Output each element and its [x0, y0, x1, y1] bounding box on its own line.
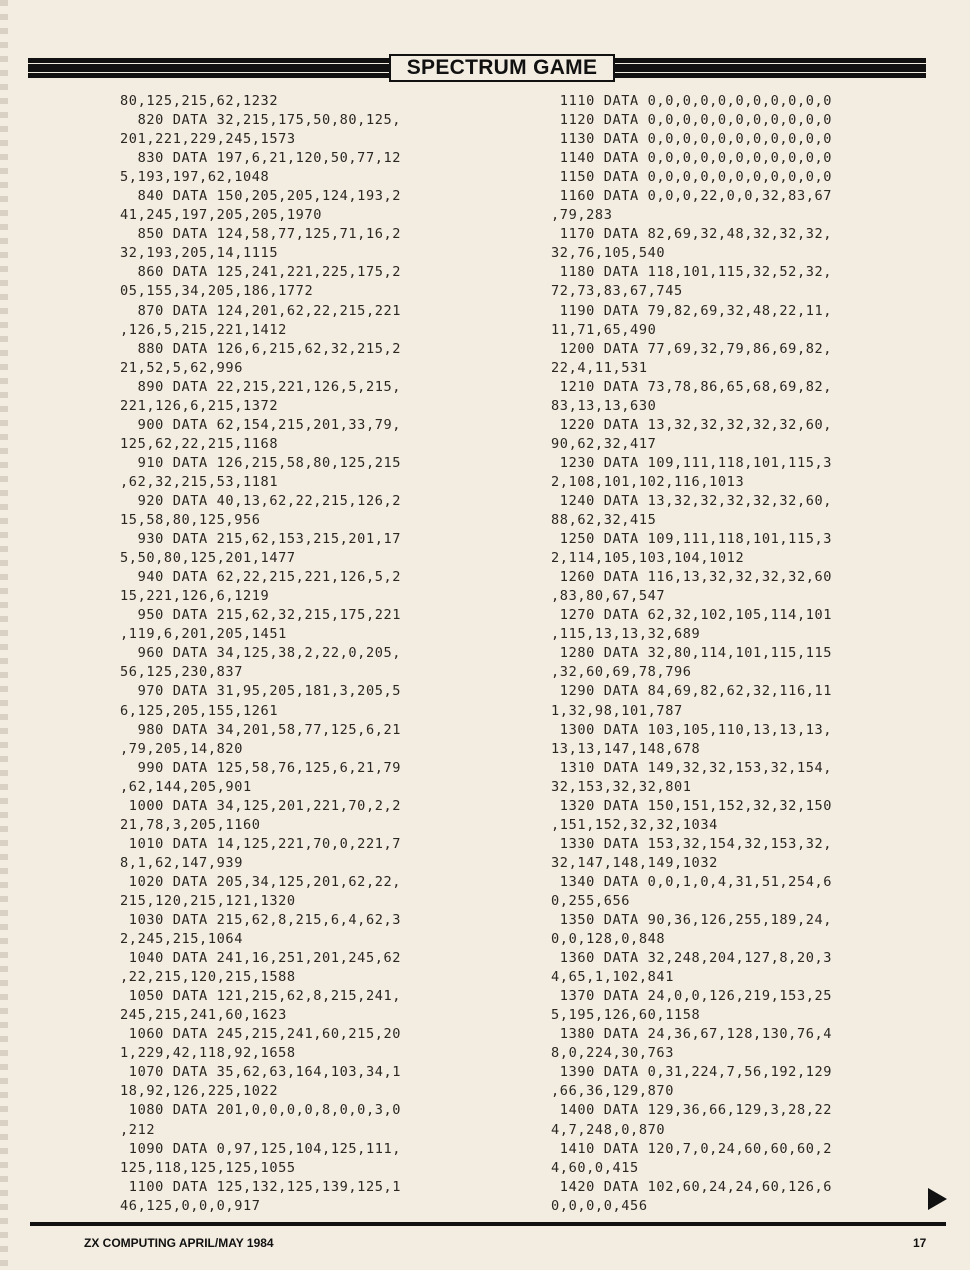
listing-line: 4,65,1,102,841: [551, 969, 674, 986]
listing-line: 880 DATA 126,6,215,62,32,215,2: [120, 340, 402, 357]
listing-line: 940 DATA 62,22,215,221,126,5,2: [120, 569, 402, 586]
listing-line: ,83,80,67,547: [551, 588, 666, 605]
listing-line: 1170 DATA 82,69,32,48,32,32,32,: [551, 226, 833, 243]
listing-line: 990 DATA 125,58,76,125,6,21,79: [120, 759, 402, 776]
listing-right-column: [551, 92, 832, 1216]
listing-line: 32,76,105,540: [551, 245, 666, 262]
listing-line: 840 DATA 150,205,205,124,193,2: [120, 188, 402, 205]
listing-line: 1120 DATA 0,0,0,0,0,0,0,0,0,0,0: [551, 112, 833, 129]
listing-line: 1070 DATA 35,62,63,164,103,34,1: [120, 1064, 402, 1081]
listing-line: ,62,144,205,901: [120, 778, 252, 795]
listing-line: 0,255,656: [551, 892, 631, 909]
page-number: 17: [913, 1236, 927, 1250]
listing-line: 15,221,126,6,1219: [120, 588, 270, 605]
listing-line: 15,58,80,125,956: [120, 512, 261, 529]
listing-line: 1390 DATA 0,31,224,7,56,192,129: [551, 1064, 833, 1081]
footer-rule: [30, 1222, 946, 1226]
listing-line: 1180 DATA 118,101,115,32,52,32,: [551, 264, 833, 281]
listing-line: ,79,205,14,820: [120, 740, 243, 757]
listing-line: 221,126,6,215,1372: [120, 397, 279, 414]
listing-line: 11,71,65,490: [551, 321, 657, 338]
listing-line: 22,4,11,531: [551, 359, 648, 376]
listing-line: 125,62,22,215,1168: [120, 435, 279, 452]
listing-line: 890 DATA 22,215,221,126,5,215,: [120, 378, 402, 395]
listing-line: 2,114,105,103,104,1012: [551, 550, 745, 567]
listing-line: 125,118,125,125,1055: [120, 1159, 296, 1176]
listing-line: 1090 DATA 0,97,125,104,125,111,: [120, 1140, 402, 1157]
listing-line: ,32,60,69,78,796: [551, 664, 692, 681]
listing-line: 1020 DATA 205,34,125,201,62,22,: [120, 873, 402, 890]
listing-line: 1060 DATA 245,215,241,60,215,20: [120, 1026, 402, 1043]
listing-line: 1110 DATA 0,0,0,0,0,0,0,0,0,0,0: [551, 93, 833, 109]
listing-line: 0,0,0,0,456: [551, 1197, 648, 1214]
listing-line: 88,62,32,415: [551, 512, 657, 529]
listing-line: 21,78,3,205,1160: [120, 816, 261, 833]
listing-line: 1290 DATA 84,69,82,62,32,116,11: [551, 683, 833, 700]
continue-arrow-icon: [928, 1188, 947, 1210]
listing-line: 46,125,0,0,0,917: [120, 1197, 261, 1214]
listing-line: 0,0,128,0,848: [551, 931, 666, 948]
listing-line: 2,245,215,1064: [120, 931, 243, 948]
listing-line: 1310 DATA 149,32,32,153,32,154,: [551, 759, 833, 776]
listing-line: 910 DATA 126,215,58,80,125,215: [120, 454, 402, 471]
listing-line: 1220 DATA 13,32,32,32,32,32,60,: [551, 416, 833, 433]
listing-line: 1040 DATA 241,16,251,201,245,62: [120, 950, 402, 967]
listing-line: 920 DATA 40,13,62,22,215,126,2: [120, 492, 402, 509]
listing-line: 1360 DATA 32,248,204,127,8,20,3: [551, 950, 833, 967]
listing-line: 18,92,126,225,1022: [120, 1083, 279, 1100]
listing-line: 1,229,42,118,92,1658: [120, 1045, 296, 1062]
listing-line: 1300 DATA 103,105,110,13,13,13,: [551, 721, 833, 738]
listing-line: ,151,152,32,32,1034: [551, 816, 718, 833]
listing-line: 820 DATA 32,215,175,50,80,125,: [120, 112, 402, 129]
listing-left-column: [120, 92, 401, 1216]
listing-line: 1010 DATA 14,125,221,70,0,221,7: [120, 835, 402, 852]
paper-edge: [0, 0, 8, 1270]
listing-line: 1160 DATA 0,0,0,22,0,0,32,83,67: [551, 188, 833, 205]
listing-line: 1410 DATA 120,7,0,24,60,60,60,2: [551, 1140, 833, 1157]
listing-line: 1420 DATA 102,60,24,24,60,126,6: [551, 1178, 833, 1195]
listing-line: ,62,32,215,53,1181: [120, 473, 279, 490]
listing-line: 960 DATA 34,125,38,2,22,0,205,: [120, 645, 402, 662]
listing-line: 32,153,32,32,801: [551, 778, 692, 795]
listing-line: ,126,5,215,221,1412: [120, 321, 287, 338]
listing-line: 83,13,13,630: [551, 397, 657, 414]
section-title: SPECTRUM GAME: [389, 54, 615, 82]
listing-line: 970 DATA 31,95,205,181,3,205,5: [120, 683, 402, 700]
listing-line: 1100 DATA 125,132,125,139,125,1: [120, 1178, 402, 1195]
listing-line: 1370 DATA 24,0,0,126,219,153,25: [551, 988, 833, 1005]
listing-line: 1140 DATA 0,0,0,0,0,0,0,0,0,0,0: [551, 150, 833, 167]
listing-line: 4,60,0,415: [551, 1159, 639, 1176]
listing-line: 1210 DATA 73,78,86,65,68,69,82,: [551, 378, 833, 395]
listing-line: 1130 DATA 0,0,0,0,0,0,0,0,0,0,0: [551, 131, 833, 148]
listing-line: 1330 DATA 153,32,154,32,153,32,: [551, 835, 833, 852]
listing-line: 32,147,148,149,1032: [551, 854, 718, 871]
listing-line: 4,7,248,0,870: [551, 1121, 666, 1138]
listing-line: 930 DATA 215,62,153,215,201,17: [120, 531, 402, 548]
listing-line: ,22,215,120,215,1588: [120, 969, 296, 986]
listing-line: 245,215,241,60,1623: [120, 1007, 287, 1024]
listing-line: 215,120,215,121,1320: [120, 892, 296, 909]
listing-line: 56,125,230,837: [120, 664, 243, 681]
listing-line: 1030 DATA 215,62,8,215,6,4,62,3: [120, 912, 402, 929]
listing-line: 870 DATA 124,201,62,22,215,221: [120, 302, 402, 319]
listing-line: ,212: [120, 1121, 156, 1138]
listing-line: 1050 DATA 121,215,62,8,215,241,: [120, 988, 402, 1005]
listing-line: 1280 DATA 32,80,114,101,115,115: [551, 645, 833, 662]
listing-line: 1320 DATA 150,151,152,32,32,150: [551, 797, 833, 814]
listing-line: 1000 DATA 34,125,201,221,70,2,2: [120, 797, 402, 814]
listing-line: 1080 DATA 201,0,0,0,0,8,0,0,3,0: [120, 1102, 402, 1119]
listing-line: 1250 DATA 109,111,118,101,115,3: [551, 531, 833, 548]
listing-line: 1380 DATA 24,36,67,128,130,76,4: [551, 1026, 833, 1043]
listing-line: 950 DATA 215,62,32,215,175,221: [120, 607, 402, 624]
listing-line: 13,13,147,148,678: [551, 740, 701, 757]
listing-line: 8,0,224,30,763: [551, 1045, 674, 1062]
listing-line: 1400 DATA 129,36,66,129,3,28,22: [551, 1102, 833, 1119]
listing-line: 860 DATA 125,241,221,225,175,2: [120, 264, 402, 281]
listing-line: 6,125,205,155,1261: [120, 702, 279, 719]
listing-line: 900 DATA 62,154,215,201,33,79,: [120, 416, 402, 433]
listing-line: 90,62,32,417: [551, 435, 657, 452]
publication-footer: ZX COMPUTING APRIL/MAY 1984: [84, 1236, 274, 1250]
listing-line: 1200 DATA 77,69,32,79,86,69,82,: [551, 340, 833, 357]
listing-line: 21,52,5,62,996: [120, 359, 243, 376]
listing-line: ,79,283: [551, 207, 613, 224]
listing-line: 1240 DATA 13,32,32,32,32,32,60,: [551, 492, 833, 509]
listing-line: 80,125,215,62,1232: [120, 93, 279, 109]
listing-line: 1230 DATA 109,111,118,101,115,3: [551, 454, 833, 471]
listing-line: 5,50,80,125,201,1477: [120, 550, 296, 567]
listing-line: ,66,36,129,870: [551, 1083, 674, 1100]
listing-line: 1190 DATA 79,82,69,32,48,22,11,: [551, 302, 833, 319]
listing-line: 32,193,205,14,1115: [120, 245, 279, 262]
listing-line: 1150 DATA 0,0,0,0,0,0,0,0,0,0,0: [551, 169, 833, 186]
listing-line: 5,193,197,62,1048: [120, 169, 270, 186]
listing-line: 201,221,229,245,1573: [120, 131, 296, 148]
listing-line: 1,32,98,101,787: [551, 702, 683, 719]
listing-line: 1270 DATA 62,32,102,105,114,101: [551, 607, 833, 624]
listing-line: 850 DATA 124,58,77,125,71,16,2: [120, 226, 402, 243]
listing-line: 1260 DATA 116,13,32,32,32,32,60: [551, 569, 833, 586]
listing-line: 1340 DATA 0,0,1,0,4,31,51,254,6: [551, 873, 833, 890]
listing-line: 2,108,101,102,116,1013: [551, 473, 745, 490]
listing-line: ,119,6,201,205,1451: [120, 626, 287, 643]
listing-line: 5,195,126,60,1158: [551, 1007, 701, 1024]
listing-line: 05,155,34,205,186,1772: [120, 283, 314, 300]
listing-line: 980 DATA 34,201,58,77,125,6,21: [120, 721, 402, 738]
listing-line: 8,1,62,147,939: [120, 854, 243, 871]
listing-line: ,115,13,13,32,689: [551, 626, 701, 643]
listing-line: 72,73,83,67,745: [551, 283, 683, 300]
listing-line: 41,245,197,205,205,1970: [120, 207, 323, 224]
listing-line: 1350 DATA 90,36,126,255,189,24,: [551, 912, 833, 929]
listing-line: 830 DATA 197,6,21,120,50,77,12: [120, 150, 402, 167]
